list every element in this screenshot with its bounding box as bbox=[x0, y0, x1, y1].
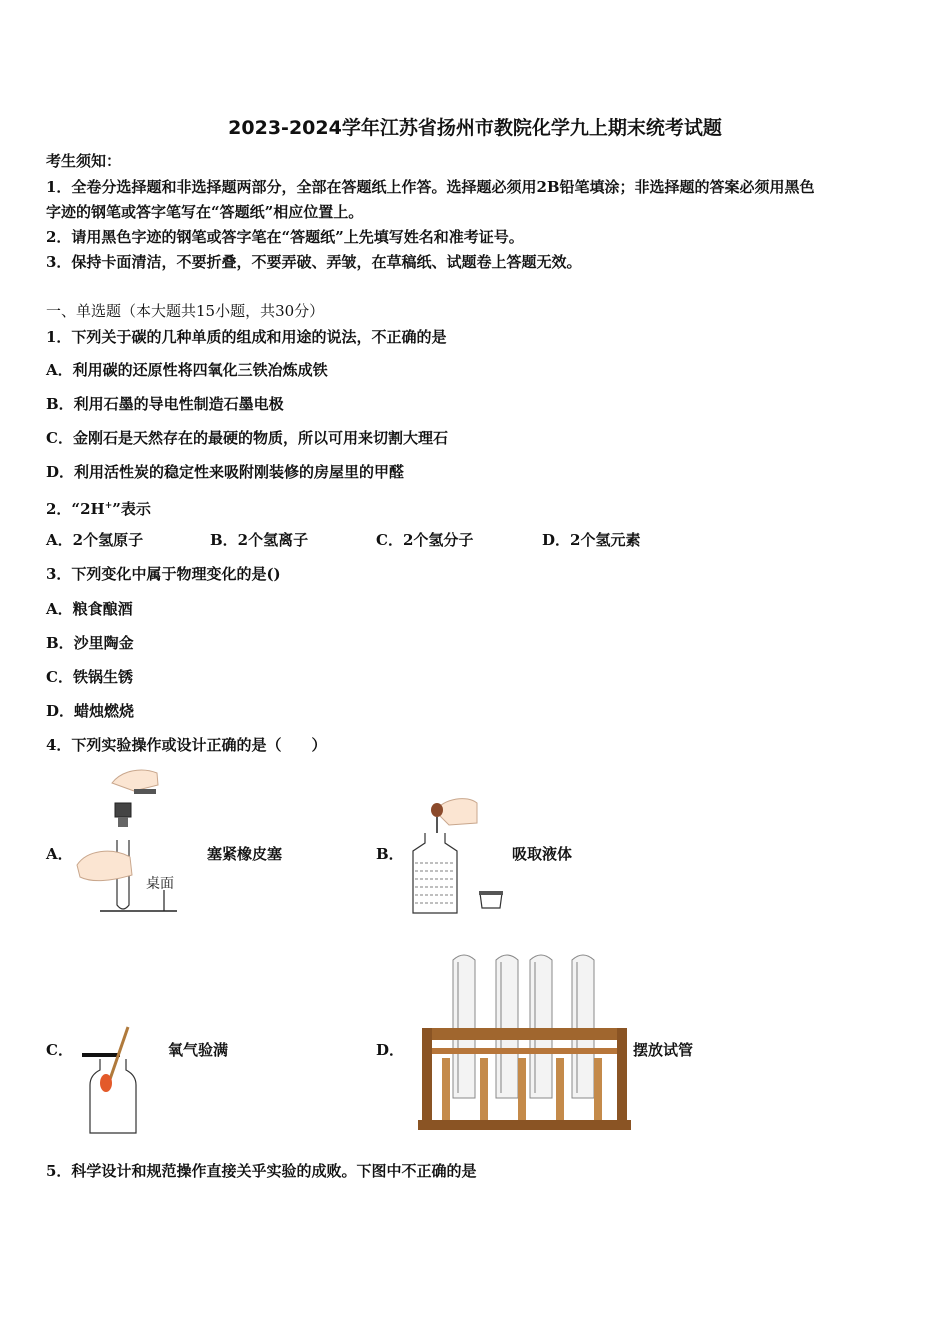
q1-option-d: D．利用活性炭的稳定性来吸附刚装修的房屋里的甲醛 bbox=[46, 463, 405, 481]
q2-option-b: B．2个氢离子 bbox=[210, 531, 309, 549]
notice-heading: 考生须知： bbox=[46, 152, 122, 170]
dropper-figure bbox=[405, 793, 515, 918]
q1-stem: 1．下列关于碳的几种单质的组成和用途的说法，不正确的是 bbox=[46, 328, 447, 346]
q3-option-c: C．铁锅生锈 bbox=[46, 668, 133, 686]
oxygen-test-figure bbox=[80, 1025, 150, 1137]
q1-option-c: C．金刚石是天然存在的最硬的物质，所以可用来切割大理石 bbox=[46, 429, 448, 447]
q1-option-b: B．利用石墨的导电性制造石墨电极 bbox=[46, 395, 284, 413]
notice-line-4: 3．保持卡面清洁，不要折叠，不要弄破、弄皱，在草稿纸、试题卷上答题无效。 bbox=[46, 253, 582, 271]
q2-option-a: A．2个氢原子 bbox=[46, 531, 144, 549]
q3-option-a: A．粮食酿酒 bbox=[46, 600, 133, 618]
q2-stem-prefix: 2．“2H bbox=[46, 500, 105, 518]
q4-option-a-caption: 塞紧橡皮塞 bbox=[207, 845, 283, 863]
q4-option-b-letter: B． bbox=[376, 845, 404, 863]
section-heading: 一、单选题（本大题共15小题，共30分） bbox=[46, 302, 325, 320]
stopper-figure bbox=[72, 765, 182, 915]
q2-stem-suffix: ”表示 bbox=[112, 500, 151, 518]
q5-stem: 5．科学设计和规范操作直接关乎实验的成败。下图中不正确的是 bbox=[46, 1162, 477, 1180]
q2-stem bbox=[46, 496, 151, 519]
notice-line-3: 2．请用黑色字迹的钢笔或答字笔在“答题纸”上先填写姓名和准考证号。 bbox=[46, 228, 524, 246]
q4-option-d-letter: D． bbox=[376, 1041, 405, 1059]
q4-option-c-letter: C． bbox=[46, 1041, 73, 1059]
notice-line-2: 字迹的钢笔或答字笔写在“答题纸”相应位置上。 bbox=[46, 203, 364, 221]
notice-line-1: 1．全卷分选择题和非选择题两部分，全部在答题纸上作答。选择题必须用2B铅笔填涂；非选择题的答案必须用黑色 bbox=[46, 178, 815, 196]
exam-title: 2023-2024学年江苏省扬州市教院化学九上期末统考试题 bbox=[228, 117, 722, 139]
q3-option-d: D．蜡烛燃烧 bbox=[46, 702, 135, 720]
q4-option-c-caption: 氧气验满 bbox=[168, 1041, 229, 1059]
q3-option-b: B．沙里陶金 bbox=[46, 634, 134, 652]
q4-stem: 4．下列实验操作或设计正确的是（ ） bbox=[46, 736, 327, 754]
q2-option-d: D．2个氢元素 bbox=[542, 531, 641, 549]
q2-stem-sup: + bbox=[104, 501, 113, 511]
test-tube-rack-figure bbox=[418, 948, 633, 1133]
q1-option-a: A．利用碳的还原性将四氧化三铁冶炼成铁 bbox=[46, 361, 328, 379]
q4-option-b-caption: 吸取液体 bbox=[512, 845, 573, 863]
q4-option-d-caption: 摆放试管 bbox=[633, 1041, 694, 1059]
q3-stem: 3．下列变化中属于物理变化的是() bbox=[46, 565, 281, 583]
q4-option-a-letter: A． bbox=[46, 845, 73, 863]
table-label: 桌面 bbox=[146, 876, 174, 892]
q2-option-c: C．2个氢分子 bbox=[376, 531, 474, 549]
